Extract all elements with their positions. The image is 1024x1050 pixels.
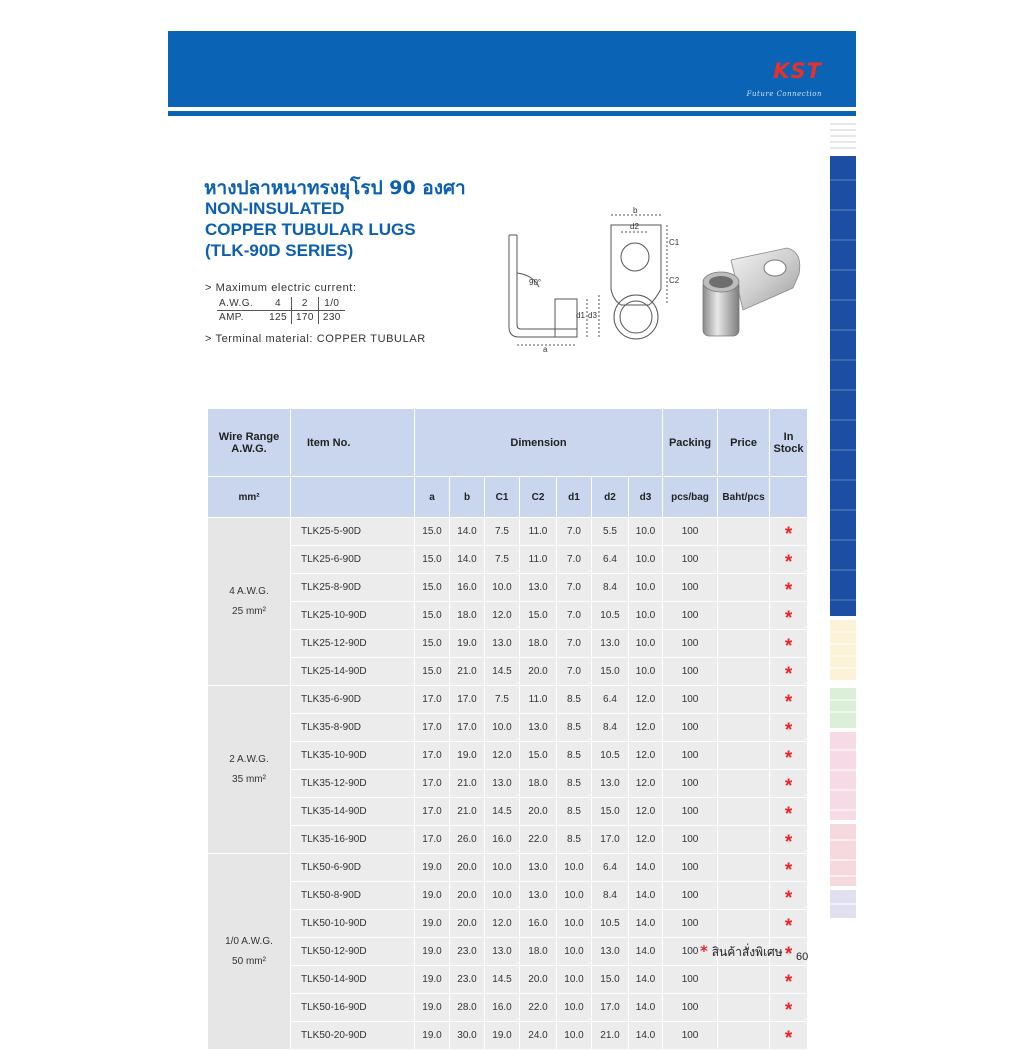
- in-stock-cell: *: [770, 798, 808, 826]
- item-no-cell: TLK50-12-90D: [291, 938, 415, 966]
- dim-d1-cell: 8.5: [557, 798, 592, 826]
- subheader-c2: C2: [520, 477, 557, 518]
- in-stock-cell: *: [770, 658, 808, 686]
- dim-label-b: b: [633, 206, 638, 215]
- dim-d2-cell: 10.5: [592, 910, 629, 938]
- dim-d3-cell: 14.0: [629, 854, 663, 882]
- wire-range-awg: 2 A.W.G.: [229, 753, 269, 765]
- dim-a-cell: 19.0: [415, 994, 450, 1022]
- dim-d3-cell: 14.0: [629, 994, 663, 1022]
- dim-c1-cell: 7.5: [485, 546, 520, 574]
- dim-a-cell: 17.0: [415, 798, 450, 826]
- packing-cell: 100: [663, 966, 718, 994]
- dim-label-c1: C1: [669, 238, 680, 247]
- item-no-cell: TLK50-20-90D: [291, 1022, 415, 1050]
- dim-label-d1: d1: [576, 311, 585, 320]
- dim-d1-cell: 10.0: [557, 1022, 592, 1050]
- subheader-c1: C1: [485, 477, 520, 518]
- dim-d3-cell: 14.0: [629, 966, 663, 994]
- dim-d3-cell: 12.0: [629, 770, 663, 798]
- dim-b-cell: 14.0: [450, 546, 485, 574]
- dim-d2-cell: 8.4: [592, 882, 629, 910]
- in-stock-cell: *: [770, 602, 808, 630]
- dim-d3-cell: 10.0: [629, 518, 663, 546]
- dim-d1-cell: 7.0: [557, 630, 592, 658]
- in-stock-cell: *: [770, 770, 808, 798]
- wire-range-awg: 4 A.W.G.: [229, 585, 269, 597]
- item-no-cell: TLK25-14-90D: [291, 658, 415, 686]
- item-no-cell: TLK25-10-90D: [291, 602, 415, 630]
- dim-c1-cell: 14.5: [485, 798, 520, 826]
- dim-d2-cell: 13.0: [592, 938, 629, 966]
- dim-d3-cell: 14.0: [629, 882, 663, 910]
- header-awg-text: A.W.G.: [231, 442, 267, 455]
- price-cell: [718, 574, 770, 602]
- dim-a-cell: 15.0: [415, 658, 450, 686]
- packing-cell: 100: [663, 518, 718, 546]
- table-row: [208, 658, 808, 686]
- table-row: [208, 602, 808, 630]
- subheader-a: a: [415, 477, 450, 518]
- current-table: [217, 297, 345, 324]
- dim-c2-cell: 15.0: [520, 742, 557, 770]
- dim-c1-cell: 16.0: [485, 994, 520, 1022]
- dim-d2-cell: 10.5: [592, 742, 629, 770]
- dim-d3-cell: 10.0: [629, 602, 663, 630]
- table-row: [208, 546, 808, 574]
- table-row: [208, 826, 808, 854]
- table-row: [208, 518, 808, 546]
- packing-cell: 100: [663, 994, 718, 1022]
- item-no-cell: TLK35-10-90D: [291, 742, 415, 770]
- dim-d1-cell: 8.5: [557, 742, 592, 770]
- wire-range-awg: 1/0 A.W.G.: [225, 935, 273, 947]
- packing-cell: 100: [663, 686, 718, 714]
- dim-d3-cell: 14.0: [629, 938, 663, 966]
- price-cell: [718, 798, 770, 826]
- dim-d2-cell: 13.0: [592, 770, 629, 798]
- dim-d1-cell: 8.5: [557, 714, 592, 742]
- packing-cell: 100: [663, 602, 718, 630]
- dim-b-cell: 23.0: [450, 966, 485, 994]
- dim-c1-cell: 10.0: [485, 882, 520, 910]
- dim-c2-cell: 11.0: [520, 546, 557, 574]
- price-cell: [718, 742, 770, 770]
- dim-b-cell: 18.0: [450, 602, 485, 630]
- in-stock-cell: *: [770, 574, 808, 602]
- packing-cell: 100: [663, 798, 718, 826]
- subheader-b: b: [450, 477, 485, 518]
- dim-d2-cell: 6.4: [592, 686, 629, 714]
- header-in-stock: [770, 409, 808, 477]
- table-row: [208, 770, 808, 798]
- dim-d2-cell: 8.4: [592, 714, 629, 742]
- price-cell: [718, 630, 770, 658]
- header-stock-text: Stock: [773, 442, 804, 455]
- dim-d2-cell: 21.0: [592, 1022, 629, 1050]
- title-line-2: COPPER TUBULAR LUGS: [205, 220, 416, 239]
- item-no-cell: TLK35-14-90D: [291, 798, 415, 826]
- dim-b-cell: 17.0: [450, 686, 485, 714]
- subheader-d1: d1: [557, 477, 592, 518]
- dim-d3-cell: 12.0: [629, 826, 663, 854]
- dim-d2-cell: 17.0: [592, 994, 629, 1022]
- dim-d2-cell: 6.4: [592, 854, 629, 882]
- item-no-cell: TLK50-16-90D: [291, 994, 415, 1022]
- wire-range-mm2: 25 mm²: [232, 605, 266, 617]
- dim-c1-cell: 7.5: [485, 686, 520, 714]
- dim-a-cell: 17.0: [415, 770, 450, 798]
- dim-d3-cell: 12.0: [629, 798, 663, 826]
- packing-cell: 100: [663, 854, 718, 882]
- dim-c2-cell: 13.0: [520, 574, 557, 602]
- dim-c1-cell: 13.0: [485, 630, 520, 658]
- special-order-text: สินค้าสั่งพิเศษ: [711, 945, 783, 959]
- dim-a-cell: 17.0: [415, 686, 450, 714]
- title-line-1: NON-INSULATED: [205, 199, 345, 218]
- dim-c1-cell: 13.0: [485, 770, 520, 798]
- table-row: [208, 910, 808, 938]
- item-no-cell: TLK35-16-90D: [291, 826, 415, 854]
- dim-d2-cell: 13.0: [592, 630, 629, 658]
- dim-b-cell: 17.0: [450, 714, 485, 742]
- price-cell: [718, 1022, 770, 1050]
- logo-tagline: Future Connection: [746, 90, 822, 98]
- item-no-cell: TLK50-8-90D: [291, 882, 415, 910]
- material-label: > Terminal material: COPPER TUBULAR: [205, 333, 426, 345]
- dim-b-cell: 19.0: [450, 742, 485, 770]
- dim-d3-cell: 14.0: [629, 910, 663, 938]
- dim-a-cell: 19.0: [415, 854, 450, 882]
- dim-a-cell: 15.0: [415, 518, 450, 546]
- special-order-star: *: [700, 942, 708, 960]
- table-row: [208, 714, 808, 742]
- dim-a-cell: 17.0: [415, 742, 450, 770]
- dim-c2-cell: 20.0: [520, 966, 557, 994]
- packing-cell: 100: [663, 658, 718, 686]
- dim-d2-cell: 15.0: [592, 658, 629, 686]
- item-no-cell: TLK25-12-90D: [291, 630, 415, 658]
- dim-b-cell: 14.0: [450, 518, 485, 546]
- dim-b-cell: 21.0: [450, 770, 485, 798]
- dim-d3-cell: 14.0: [629, 1022, 663, 1050]
- dim-a-cell: 19.0: [415, 966, 450, 994]
- amp-value: 230: [318, 311, 344, 325]
- special-order-note: [700, 942, 783, 962]
- in-stock-cell: *: [770, 966, 808, 994]
- dim-label-c2: C2: [669, 276, 680, 285]
- dim-a-cell: 15.0: [415, 546, 450, 574]
- dim-label-d2: d2: [630, 222, 639, 231]
- dim-c2-cell: 20.0: [520, 658, 557, 686]
- wire-range-mm2: 35 mm²: [232, 773, 266, 785]
- packing-cell: 100: [663, 882, 718, 910]
- in-stock-cell: *: [770, 882, 808, 910]
- subheader-pcs-bag: pcs/bag: [663, 477, 718, 518]
- dim-c1-cell: 13.0: [485, 938, 520, 966]
- in-stock-cell: *: [770, 686, 808, 714]
- packing-cell: 100: [663, 714, 718, 742]
- wire-range-cell: [208, 854, 291, 1050]
- packing-cell: 100: [663, 546, 718, 574]
- item-no-cell: TLK25-5-90D: [291, 518, 415, 546]
- packing-cell: 100: [663, 574, 718, 602]
- dim-b-cell: 21.0: [450, 658, 485, 686]
- dim-d2-cell: 15.0: [592, 966, 629, 994]
- awg-value: 1/0: [318, 297, 344, 311]
- packing-cell: 100: [663, 770, 718, 798]
- amp-value: 170: [291, 311, 318, 325]
- dim-a-cell: 19.0: [415, 910, 450, 938]
- dim-b-cell: 20.0: [450, 854, 485, 882]
- item-no-cell: TLK50-10-90D: [291, 910, 415, 938]
- wire-range-cell: [208, 686, 291, 854]
- price-cell: [718, 658, 770, 686]
- packing-cell: 100: [663, 938, 718, 966]
- table-row: [208, 742, 808, 770]
- header-wire-range-text: Wire Range: [218, 430, 280, 443]
- price-cell: [718, 882, 770, 910]
- wire-range-mm2: 50 mm²: [232, 955, 266, 967]
- dim-d1-cell: 10.0: [557, 882, 592, 910]
- header-item-no: Item No.: [291, 409, 415, 477]
- dim-d1-cell: 8.5: [557, 770, 592, 798]
- table-row: [208, 686, 808, 714]
- dim-label-d3: d3: [588, 311, 597, 320]
- dim-c1-cell: 14.5: [485, 658, 520, 686]
- item-no-cell: TLK25-8-90D: [291, 574, 415, 602]
- dim-c2-cell: 11.0: [520, 686, 557, 714]
- dim-d3-cell: 12.0: [629, 686, 663, 714]
- dim-c2-cell: 24.0: [520, 1022, 557, 1050]
- dim-d1-cell: 10.0: [557, 854, 592, 882]
- price-cell: [718, 686, 770, 714]
- dim-d1-cell: 10.0: [557, 910, 592, 938]
- dim-d2-cell: 10.5: [592, 602, 629, 630]
- in-stock-cell: *: [770, 742, 808, 770]
- price-cell: [718, 518, 770, 546]
- dim-a-cell: 17.0: [415, 714, 450, 742]
- item-no-cell: TLK50-6-90D: [291, 854, 415, 882]
- price-cell: [718, 770, 770, 798]
- price-cell: [718, 546, 770, 574]
- price-cell: [718, 826, 770, 854]
- dim-c1-cell: 12.0: [485, 742, 520, 770]
- header-price: Price: [718, 409, 770, 477]
- dim-c2-cell: 13.0: [520, 882, 557, 910]
- subheader-stock-blank: [770, 477, 808, 518]
- item-no-cell: TLK35-8-90D: [291, 714, 415, 742]
- dim-c2-cell: 15.0: [520, 602, 557, 630]
- table-row: [208, 630, 808, 658]
- dim-c1-cell: 10.0: [485, 714, 520, 742]
- dim-d1-cell: 10.0: [557, 966, 592, 994]
- packing-cell: 100: [663, 826, 718, 854]
- dim-c2-cell: 18.0: [520, 938, 557, 966]
- price-cell: [718, 602, 770, 630]
- dim-b-cell: 20.0: [450, 882, 485, 910]
- packing-cell: 100: [663, 1022, 718, 1050]
- dim-c2-cell: 22.0: [520, 826, 557, 854]
- dim-c1-cell: 19.0: [485, 1022, 520, 1050]
- awg-value: 2: [291, 297, 318, 311]
- in-stock-cell: *: [770, 518, 808, 546]
- dim-d3-cell: 10.0: [629, 630, 663, 658]
- dim-c2-cell: 18.0: [520, 770, 557, 798]
- price-cell: [718, 966, 770, 994]
- dim-d3-cell: 12.0: [629, 742, 663, 770]
- kst-logo: KST: [773, 59, 822, 83]
- lug-dimension-diagram: [495, 205, 685, 355]
- dim-c1-cell: 10.0: [485, 854, 520, 882]
- dim-d1-cell: 7.0: [557, 574, 592, 602]
- dim-d2-cell: 15.0: [592, 798, 629, 826]
- dim-c2-cell: 16.0: [520, 910, 557, 938]
- table-row: [208, 966, 808, 994]
- dim-d1-cell: 10.0: [557, 994, 592, 1022]
- packing-cell: 100: [663, 742, 718, 770]
- dim-a-cell: 19.0: [415, 1022, 450, 1050]
- price-cell: [718, 994, 770, 1022]
- lug-product-image: [695, 240, 810, 345]
- table-row: [208, 882, 808, 910]
- current-label: > Maximum electric current:: [205, 282, 357, 294]
- dim-c2-cell: 22.0: [520, 994, 557, 1022]
- dim-a-cell: 19.0: [415, 882, 450, 910]
- dim-c1-cell: 12.0: [485, 910, 520, 938]
- dim-d1-cell: 7.0: [557, 658, 592, 686]
- table-row: [208, 1022, 808, 1050]
- dim-a-cell: 15.0: [415, 574, 450, 602]
- item-no-cell: TLK25-6-90D: [291, 546, 415, 574]
- title-thai: หางปลาหนาทรงยุโรป 90 องศา: [204, 177, 466, 199]
- awg-label: A.W.G.: [217, 297, 265, 311]
- dim-d1-cell: 8.5: [557, 826, 592, 854]
- subheader-blank: [291, 477, 415, 518]
- table-row: [208, 574, 808, 602]
- dim-b-cell: 26.0: [450, 826, 485, 854]
- subheader-d3: d3: [629, 477, 663, 518]
- dim-c1-cell: 16.0: [485, 826, 520, 854]
- dim-d2-cell: 8.4: [592, 574, 629, 602]
- in-stock-cell: *: [770, 994, 808, 1022]
- header-banner: [168, 31, 856, 107]
- dim-a-cell: 15.0: [415, 602, 450, 630]
- in-stock-cell: *: [770, 854, 808, 882]
- dim-c1-cell: 14.5: [485, 966, 520, 994]
- dim-c1-cell: 10.0: [485, 574, 520, 602]
- dim-d2-cell: 6.4: [592, 546, 629, 574]
- subheader-d2: d2: [592, 477, 629, 518]
- dim-c1-cell: 12.0: [485, 602, 520, 630]
- dim-b-cell: 23.0: [450, 938, 485, 966]
- dim-d1-cell: 7.0: [557, 546, 592, 574]
- packing-cell: 100: [663, 910, 718, 938]
- dim-b-cell: 16.0: [450, 574, 485, 602]
- dim-d1-cell: 7.0: [557, 602, 592, 630]
- dim-d3-cell: 10.0: [629, 546, 663, 574]
- dim-a-cell: 19.0: [415, 938, 450, 966]
- price-cell: [718, 714, 770, 742]
- dim-label-a: a: [543, 345, 548, 354]
- dim-d1-cell: 7.0: [557, 518, 592, 546]
- price-cell: [718, 910, 770, 938]
- table-row: [208, 854, 808, 882]
- dim-c2-cell: 13.0: [520, 714, 557, 742]
- dim-c2-cell: 11.0: [520, 518, 557, 546]
- header-rule: [168, 111, 856, 116]
- dim-b-cell: 30.0: [450, 1022, 485, 1050]
- amp-value: 125: [269, 312, 287, 323]
- table-row: [208, 798, 808, 826]
- page-number: 60: [796, 951, 809, 963]
- amp-label: AMP.: [219, 312, 244, 323]
- awg-value: 4: [265, 297, 291, 311]
- dim-d1-cell: 10.0: [557, 938, 592, 966]
- wire-range-cell: [208, 518, 291, 686]
- in-stock-cell: *: [770, 714, 808, 742]
- in-stock-cell: *: [770, 546, 808, 574]
- dim-c1-cell: 7.5: [485, 518, 520, 546]
- title-line-3: (TLK-90D SERIES): [205, 241, 354, 260]
- subheader-baht-pcs: Baht/pcs: [718, 477, 770, 518]
- header-dimension: Dimension: [415, 409, 663, 477]
- packing-cell: 100: [663, 630, 718, 658]
- in-stock-cell: *: [770, 1022, 808, 1050]
- item-no-cell: TLK50-14-90D: [291, 966, 415, 994]
- dim-d3-cell: 10.0: [629, 574, 663, 602]
- dim-d3-cell: 12.0: [629, 714, 663, 742]
- dim-c2-cell: 13.0: [520, 854, 557, 882]
- dim-d2-cell: 5.5: [592, 518, 629, 546]
- in-stock-cell: *: [770, 938, 808, 966]
- dim-b-cell: 28.0: [450, 994, 485, 1022]
- in-stock-cell: *: [770, 910, 808, 938]
- in-stock-cell: *: [770, 826, 808, 854]
- price-cell: [718, 854, 770, 882]
- header-packing: Packing: [663, 409, 718, 477]
- table-body: [208, 518, 808, 1050]
- dim-b-cell: 19.0: [450, 630, 485, 658]
- item-no-cell: TLK35-12-90D: [291, 770, 415, 798]
- dim-d3-cell: 10.0: [629, 658, 663, 686]
- dim-a-cell: 17.0: [415, 826, 450, 854]
- subheader-mm2: mm²: [208, 477, 291, 518]
- item-no-cell: TLK35-6-90D: [291, 686, 415, 714]
- header-in-text: In: [783, 430, 794, 443]
- dim-b-cell: 21.0: [450, 798, 485, 826]
- side-index-tabs: [830, 120, 856, 920]
- header-wire-range: [208, 409, 291, 477]
- dim-c2-cell: 20.0: [520, 798, 557, 826]
- dim-label-angle: 90°: [529, 278, 542, 287]
- table-row: [208, 994, 808, 1022]
- in-stock-cell: *: [770, 630, 808, 658]
- dim-a-cell: 15.0: [415, 630, 450, 658]
- dim-b-cell: 20.0: [450, 910, 485, 938]
- dim-d1-cell: 8.5: [557, 686, 592, 714]
- dim-d2-cell: 17.0: [592, 826, 629, 854]
- dim-c2-cell: 18.0: [520, 630, 557, 658]
